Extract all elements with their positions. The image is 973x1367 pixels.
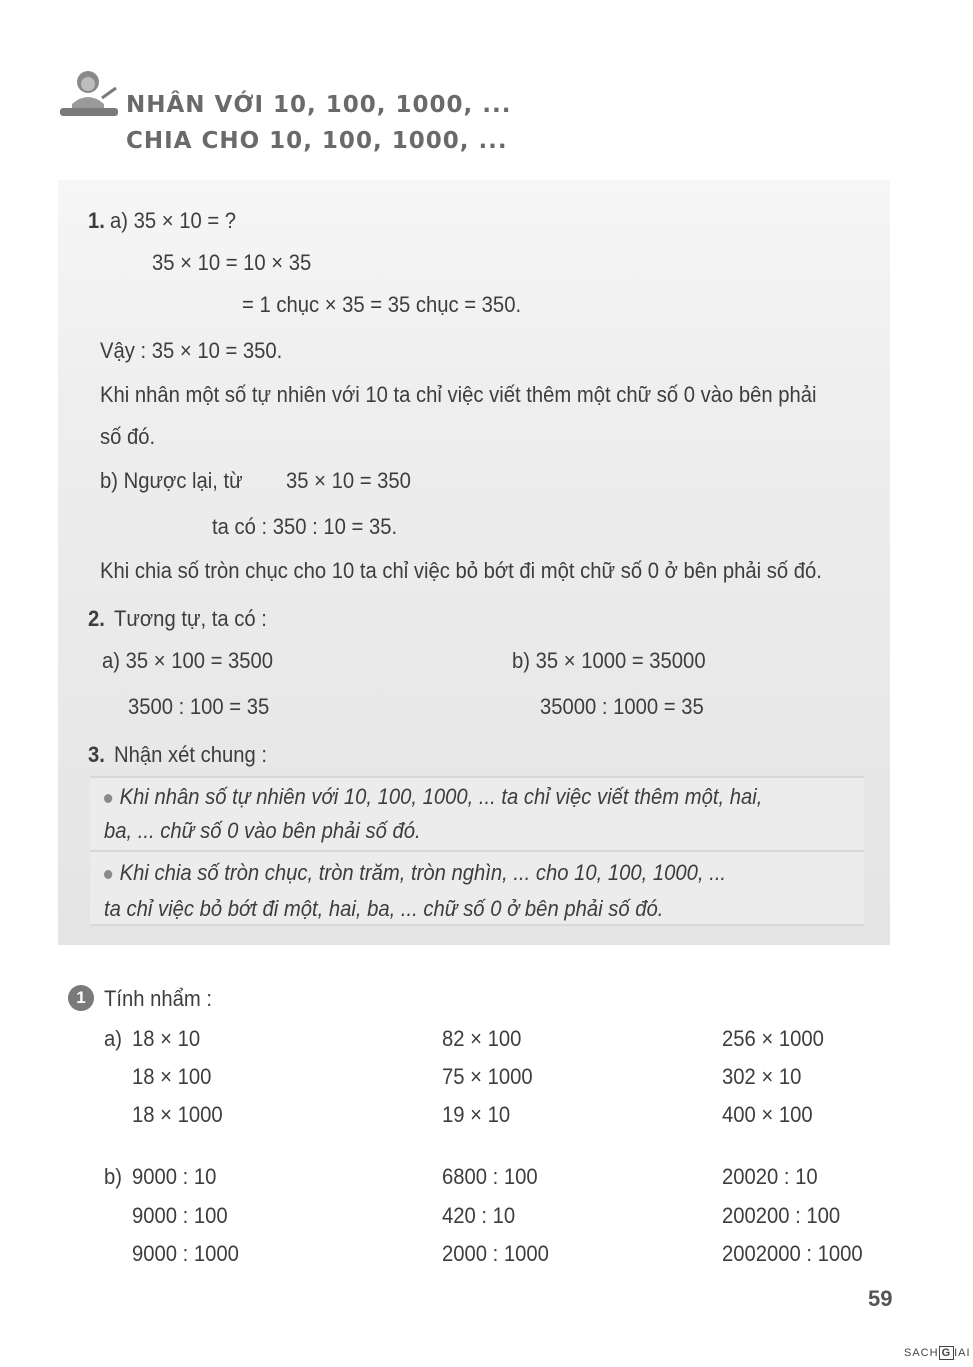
- rule-multiply-10-cont: số đó.: [100, 424, 156, 449]
- exercise-b-col1-item: 9000 : 1000: [132, 1241, 239, 1266]
- section-1b-label: b) Ngược lại, từ: [100, 468, 243, 493]
- rule-divide-10: Khi chia số tròn chục cho 10 ta chỉ việc bỏ bớt đi một chữ số 0 ở bên phải số đó.: [100, 558, 822, 583]
- exercise-b-label: b): [104, 1164, 122, 1189]
- page-number: 59: [868, 1286, 893, 1311]
- exercise-a-col2-item: 19 × 10: [442, 1102, 511, 1127]
- section-3-label: Nhận xét chung :: [114, 742, 268, 767]
- exercise-a-col3-item: 400 × 100: [722, 1102, 813, 1127]
- summary-note-2-line2: ta chỉ việc bỏ bớt đi một, hai, ba, ... chữ số 0 ở bên phải số đó.: [104, 896, 664, 921]
- mascot-icon: [58, 68, 120, 120]
- section-2-number: 2.: [88, 606, 105, 631]
- page-title-line2: CHIA CHO 10, 100, 1000, ...: [126, 128, 508, 154]
- section-1a-question: a) 35 × 10 = ?: [110, 208, 237, 233]
- exercise-a-col2-item: 75 × 1000: [442, 1064, 533, 1089]
- section-1a-conclusion: Vậy : 35 × 10 = 350.: [100, 338, 283, 363]
- exercise-a-col3-item: 256 × 1000: [722, 1026, 824, 1051]
- section-1a-step2: = 1 chục × 35 = 35 chục = 350.: [242, 292, 522, 317]
- exercise-b-col1-item: 9000 : 100: [132, 1203, 228, 1228]
- summary-note-2-text: Khi chia số tròn chục, tròn trăm, tròn nghìn, ... cho 10, 100, 1000, ...: [119, 860, 727, 885]
- section-1-number: 1.: [88, 208, 105, 233]
- exercise-label: Tính nhẩm :: [104, 986, 212, 1011]
- exercise-a-label: a): [104, 1026, 122, 1051]
- bullet-icon: [104, 794, 112, 803]
- summary-note-2-line1: [104, 860, 726, 886]
- page-title-line1: NHÂN VỚI 10, 100, 1000, ...: [126, 92, 512, 118]
- exercise-a-col1-item: 18 × 1000: [132, 1102, 223, 1127]
- footer-logo-mark: G: [939, 1346, 955, 1360]
- exercise-b-col2-item: 420 : 10: [442, 1203, 516, 1228]
- summary-divider: [90, 850, 864, 852]
- section-1b-result: ta có : 350 : 10 = 35.: [212, 514, 398, 539]
- section-2a-line1: a) 35 × 100 = 3500: [102, 648, 274, 673]
- exercise-a-col3-item: 302 × 10: [722, 1064, 802, 1089]
- exercise-b-col2-item: 2000 : 1000: [442, 1241, 549, 1266]
- footer-logo: [904, 1346, 971, 1360]
- section-2-label: Tương tự, ta có :: [114, 606, 267, 631]
- bullet-icon: [104, 870, 112, 879]
- summary-note-1-line2: ba, ... chữ số 0 vào bên phải số đó.: [104, 818, 421, 843]
- section-2b-line2: 35000 : 1000 = 35: [540, 694, 704, 719]
- section-3-number: 3.: [88, 742, 105, 767]
- section-1a-step1: 35 × 10 = 10 × 35: [152, 250, 312, 275]
- summary-note-1-text: Khi nhân số tự nhiên với 10, 100, 1000, ... ta chỉ việc viết thêm một, hai,: [119, 784, 763, 809]
- footer-logo-right: IAI: [954, 1347, 971, 1359]
- summary-note-1-line1: [104, 784, 762, 810]
- exercise-a-col2-item: 82 × 100: [442, 1026, 522, 1051]
- exercise-a-col1-item: 18 × 100: [132, 1064, 212, 1089]
- exercise-b-col1-item: 9000 : 10: [132, 1164, 217, 1189]
- exercise-number-badge: 1: [68, 985, 94, 1011]
- exercise-b-col3-item: 20020 : 10: [722, 1164, 818, 1189]
- exercise-a-col1-item: 18 × 10: [132, 1026, 201, 1051]
- section-2b-line1: b) 35 × 1000 = 35000: [512, 648, 706, 673]
- exercise-b-col3-item: 200200 : 100: [722, 1203, 841, 1228]
- section-2a-line2: 3500 : 100 = 35: [128, 694, 270, 719]
- section-1b-expr: 35 × 10 = 350: [286, 468, 411, 493]
- footer-logo-left: SACH: [904, 1347, 939, 1359]
- rule-multiply-10: Khi nhân một số tự nhiên với 10 ta chỉ việc viết thêm một chữ số 0 vào bên phải: [100, 382, 817, 407]
- exercise-b-col3-item: 2002000 : 1000: [722, 1241, 863, 1266]
- exercise-b-col2-item: 6800 : 100: [442, 1164, 538, 1189]
